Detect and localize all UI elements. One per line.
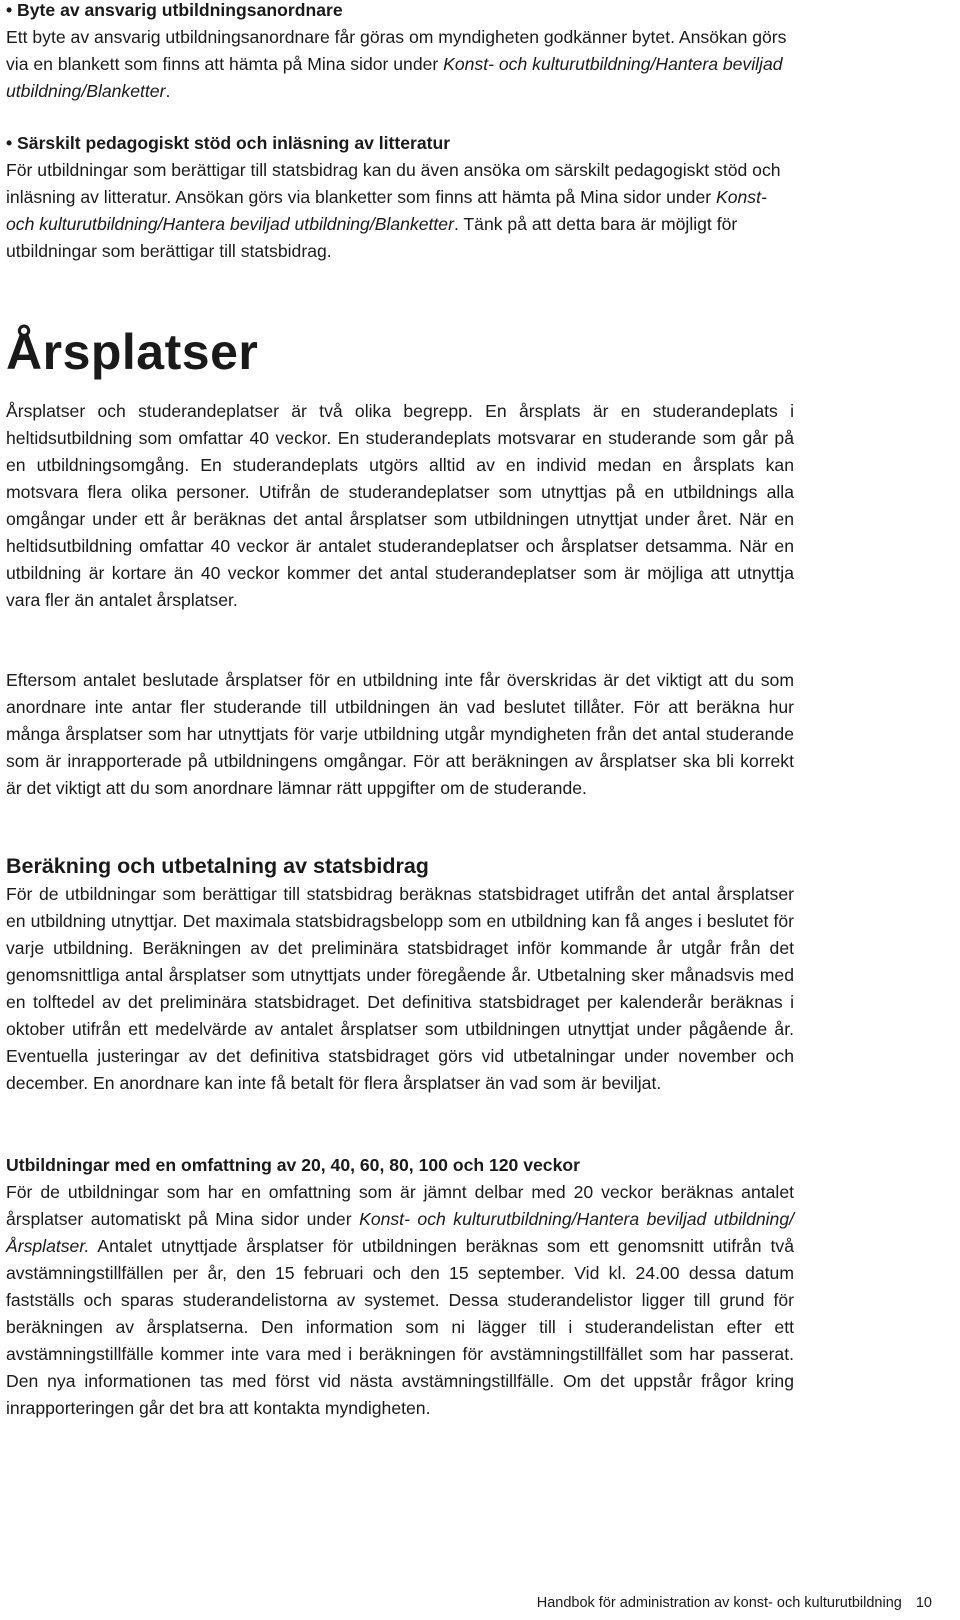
paragraph-text: Eftersom antalet beslutade årsplatser för en utbildning inte får överskridas är det viktigt att du som anordnare inte antar fler studerande till utbildningen än vad beslutet tillåter. För att beräkna hur många årsplatser som har utnyttjats för varje utbildning utgår myndigheten från det antal studerande som är inrapporterade på utbildningens omgångar. För att beräkningen av årsplatser ska bli korrekt är det viktigt att du som anordnare lämnar rätt uppgifter om de studerande. — [6, 670, 794, 798]
text-segment: . — [165, 81, 171, 101]
menu-path: Konst- och kulturutbildning/Hantera beviljad utbildning/Blanketter — [6, 54, 783, 101]
bullet-heading-byte: • Byte av ansvarig utbildningsanordnare — [6, 0, 343, 20]
menu-path: Konst- och kulturutbildning/Hantera beviljad utbildning/Årsplatser. — [6, 1209, 795, 1256]
page-footer — [537, 1594, 932, 1612]
menu-path: Konst- och kulturutbildning/Hantera beviljad utbildning/Blanketter — [6, 187, 767, 234]
paragraph-overskridande — [6, 667, 794, 802]
text-segment: För utbildningar som berättigar till statsbidrag kan du även ansöka om särskilt pedagogiskt stöd och inläsning av litteratur. Ansökan görs via blanketter som finns att hämta på Mina sidor under — [6, 160, 781, 207]
section-heading: Beräkning och utbetalning av statsbidrag — [6, 854, 429, 878]
section-berakning-utbetalning — [6, 851, 794, 1097]
footer-title: Handbok för administration av konst- och kulturutbildning — [536, 1595, 902, 1611]
section-text — [6, 1179, 794, 1422]
bullet-section-byte — [6, 0, 794, 105]
bullet-heading-pedagogiskt-stod: • Särskilt pedagogiskt stöd och inläsning av litteratur — [6, 133, 451, 153]
paragraph-arsplatser-definition — [6, 398, 794, 614]
paragraph-text: Årsplatser och studerandeplatser är två olika begrepp. En årsplats är en studerandeplats i heltidsutbildning som omfattar 40 veckor. En studerandeplats motsvarar en studerande som går på en utbildningsomgång. En studerandeplats utgörs alltid av en individ medan en årsplats kan motsvara flera olika personer. Utifrån de studerandeplatser som utnyttjas på en utbildnings alla omgångar under ett år beräknas det antal årsplatser som utbildningen utnyttjat under året. När en heltidsutbildning omfattar 40 veckor är antalet studerandeplatser och årsplatser detsamma. När en utbildning är kortare än 40 veckor kommer det antal studerandeplatser som är möjliga att utnyttja vara fler än antalet årsplatser. — [6, 401, 794, 610]
section-heading: Utbildningar med en omfattning av 20, 40, 60, 80, 100 och 120 veckor — [6, 1155, 580, 1175]
text-segment: . Tänk på att detta bara är möjligt för utbildningar som berättigar till statsbidrag. — [6, 214, 738, 261]
text-segment: Ett byte av ansvarig utbildningsanordnare får göras om myndigheten godkänner bytet. Ansökan görs via en blankett som finns att hämta på Mina sidor under — [6, 27, 787, 74]
page-number: 10 — [915, 1595, 932, 1611]
bullet-text-pedagogiskt-stod — [6, 157, 794, 265]
bullet-section-pedagogiskt-stod — [6, 130, 794, 265]
bullet-text-byte — [6, 24, 794, 105]
page-title: Årsplatser — [6, 324, 259, 380]
text-segment: Antalet utnyttjade årsplatser för utbildningen beräknas som ett genomsnitt utifrån två avstämningstillfällen per år, den 15 februari och den 15 september. Vid kl. 24.00 dessa datum fastställs och sparas studerandelistorna av systemet. Dessa studerandelistor ligger till grund för beräkningen av årsplatserna. Den information som ni lägger till i studerandelistan efter ett avstämningstillfälle kommer inte vara med i beräkningen för avstämningstillfället som har passerat. Den nya informationen tas med först vid nästa avstämningstillfälle. Om det uppstår frågor kring inrapporteringen går det bra att kontakta myndigheten. — [6, 1236, 794, 1418]
section-text: För de utbildningar som berättigar till statsbidrag beräknas statsbidraget utifrån det antal årsplatser en utbildning utnyttjar. Det maximala statsbidragsbelopp som en utbildning kan få anges i beslutet för varje utbildning. Beräkningen av det preliminära statsbidraget inför kommande år utgår från det genomsnittliga antal årsplatser som utnyttjats under föregående år. Utbetalning sker månadsvis med en tolftedel av det preliminära statsbidraget. Det definitiva statsbidraget per kalenderår beräknas i oktober utifrån ett medelvärde av antalet årsplatser som utbildningen utnyttjat under pågående år. Eventuella justeringar av det definitiva statsbidraget görs vid utbetalningar under november och december. En anordnare kan inte få betalt för flera årsplatser än vad som är beviljat. — [6, 884, 794, 1093]
text-segment: För de utbildningar som har en omfattning som är jämnt delbar med 20 veckor beräknas antalet årsplatser automatiskt på Mina sidor under — [6, 1182, 794, 1229]
section-omfattning-veckor — [6, 1152, 794, 1422]
